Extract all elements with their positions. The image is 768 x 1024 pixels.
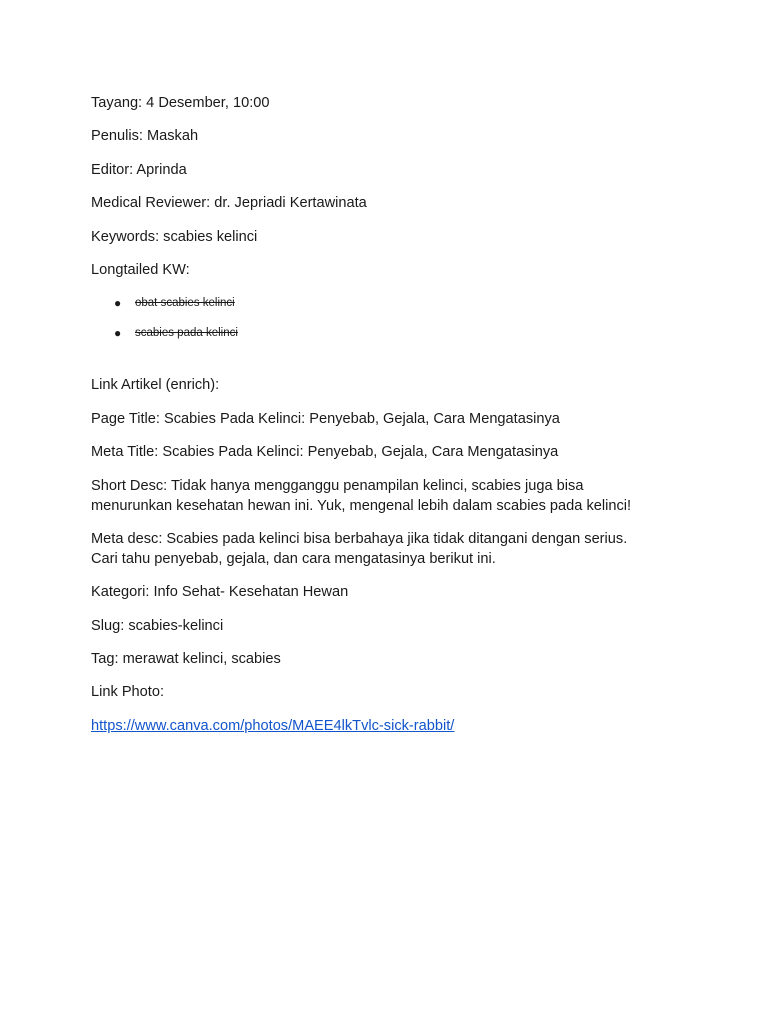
bullet-icon: ● (114, 326, 122, 341)
meta-title-line: Meta Title: Scabies Pada Kelinci: Penyebab, Gejala, Cara Mengatasinya (91, 444, 559, 461)
link-photo-url[interactable]: https://www.canva.com/photos/MAEE4lkTvlc-sick-rabbit/ (91, 717, 455, 734)
kategori-line: Kategori: Info Sehat- Kesehatan Hewan (91, 584, 349, 601)
meta-desc-paragraph: Meta desc: Scabies pada kelinci bisa berbahaya jika tidak ditangani dengan serius. Cari tahu penyebab, gejala, dan cara mengatasinya berikut ini. (91, 530, 628, 567)
longtailed-item-text: obat scabies kelinci (135, 297, 235, 310)
link-photo-label: Link Photo: (91, 684, 165, 701)
list-item (91, 323, 651, 343)
link-photo-row (91, 716, 651, 736)
tayang-line: Tayang: 4 Desember, 10:00 (91, 95, 270, 111)
slug-line: Slug: scabies-kelinci (91, 617, 224, 634)
page-title-line: Page Title: Scabies Pada Kelinci: Penyebab, Gejala, Cara Mengatasinya (91, 410, 560, 427)
longtailed-label: Longtailed KW: (91, 261, 190, 278)
tag-line: Tag: merawat kelinci, scabies (91, 651, 281, 668)
editor-line: Editor: Aprinda (91, 161, 187, 178)
keywords-line: Keywords: scabies kelinci (91, 228, 258, 245)
short-desc-paragraph: Short Desc: Tidak hanya mengganggu penampilan kelinci, scabies juga bisa menurunkan kesehatan hewan ini. Yuk, mengenal lebih dalam scabies pada kelinci! (91, 477, 632, 514)
bullet-icon: ● (114, 296, 122, 311)
medical-reviewer-line: Medical Reviewer: dr. Jepriadi Kertawinata (91, 195, 367, 212)
spacer (91, 353, 651, 375)
longtailed-list (91, 293, 651, 343)
penulis-line: Penulis: Maskah (91, 128, 199, 145)
document-body (91, 93, 651, 749)
longtailed-item-text: scabies pada kelinci (135, 327, 238, 340)
link-artikel-line: Link Artikel (enrich): (91, 377, 220, 394)
list-item (91, 293, 651, 313)
